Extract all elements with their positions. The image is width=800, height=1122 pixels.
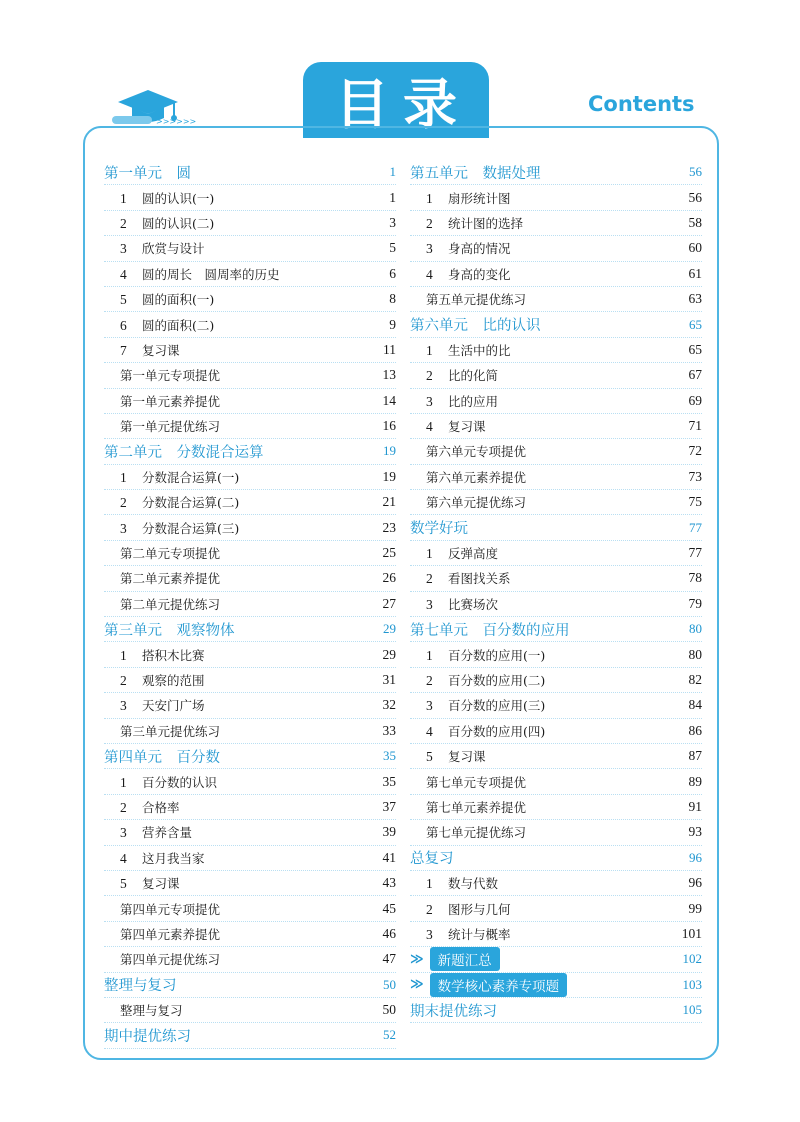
toc-entry-item[interactable] — [104, 642, 396, 667]
toc-entry-label — [410, 544, 498, 562]
toc-entry-sub[interactable] — [410, 490, 702, 515]
toc-entry-sub[interactable] — [104, 998, 396, 1023]
toc-entry-label: 期末提优练习 — [410, 1003, 497, 1020]
toc-entry-page: 47 — [382, 951, 396, 967]
toc-entry-label: 第一单元 圆 — [104, 165, 191, 182]
toc-entry-title: 复习课 — [448, 749, 486, 765]
toc-entry-label — [410, 189, 511, 207]
toc-entry-unit[interactable] — [410, 312, 702, 337]
toc-entry-label — [410, 595, 498, 613]
toc-entry-item[interactable] — [104, 185, 396, 210]
toc-entry-page: 86 — [688, 722, 702, 738]
toc-entry-label — [410, 214, 523, 232]
toc-entry-page: 1 — [389, 189, 396, 205]
toc-entry-label: 整理与复习 — [120, 1003, 183, 1019]
toc-entry-page: 13 — [382, 367, 396, 383]
toc-entry-title: 统计与概率 — [448, 926, 511, 942]
toc-entry-title: 圆的认识(二) — [142, 215, 215, 231]
toc-entry-item[interactable] — [410, 566, 702, 591]
toc-entry-label: 第四单元专项提优 — [120, 901, 221, 917]
toc-entry-sub[interactable] — [410, 769, 702, 794]
toc-entry-number: 2 — [426, 215, 433, 231]
toc-entry-page: 19 — [383, 443, 396, 459]
toc-entry-number: 2 — [120, 799, 127, 815]
toc-entry-item[interactable] — [410, 693, 702, 718]
toc-entry-page: 58 — [688, 214, 702, 230]
toc-entry-page: 25 — [382, 545, 396, 561]
toc-entry-label — [410, 900, 511, 918]
toc-entry-item[interactable] — [104, 312, 396, 337]
toc-entry-item[interactable] — [104, 490, 396, 515]
toc-entry-label: 第三单元 观察物体 — [104, 622, 235, 639]
toc-entry-page: 41 — [382, 849, 396, 865]
toc-entry-label — [410, 417, 486, 435]
toc-entry-label — [104, 519, 239, 537]
toc-entry-item[interactable] — [410, 541, 702, 566]
toc-entry-title: 欣赏与设计 — [142, 241, 205, 257]
toc-entry-number: 1 — [426, 190, 433, 206]
toc-entry-label — [104, 239, 205, 257]
toc-entry-label: 第六单元提优练习 — [426, 495, 527, 511]
toc-entry-label: 第六单元素养提优 — [426, 469, 527, 485]
toc-entry-label: 数学好玩 — [410, 521, 468, 538]
toc-entry-label: 第四单元素养提优 — [120, 926, 221, 942]
toc-entry-item[interactable] — [104, 465, 396, 490]
toc-entry-page: 27 — [382, 595, 396, 611]
toc-entry-page: 11 — [383, 341, 396, 357]
toc-entry-title: 复习课 — [448, 419, 486, 435]
toc-entry-page: 5 — [389, 240, 396, 256]
toc-entry-page: 84 — [688, 697, 702, 713]
toc-entry-title: 比赛场次 — [448, 596, 499, 612]
toc-entry-sub[interactable] — [104, 414, 396, 439]
toc-entry-page: 96 — [689, 849, 702, 865]
toc-entry-item[interactable] — [410, 414, 702, 439]
toc-entry-label — [104, 671, 205, 689]
toc-entry-sub[interactable] — [104, 592, 396, 617]
toc-entry-page: 60 — [688, 240, 702, 256]
toc-entry-item[interactable] — [410, 896, 702, 921]
toc-entry-label — [410, 265, 511, 283]
toc-entry-label: 第四单元 百分数 — [104, 749, 220, 766]
svg-text:>>>>>>: >>>>>> — [156, 117, 197, 126]
toc-entry-number: 1 — [426, 546, 433, 562]
toc-entry-label — [410, 925, 511, 943]
toc-entry-label: 第一单元提优练习 — [120, 419, 221, 435]
toc-entry-label: 第七单元素养提优 — [426, 799, 527, 815]
toc-entry-page: 56 — [688, 189, 702, 205]
toc-entry-item[interactable] — [410, 922, 702, 947]
toc-entry-page: 19 — [382, 468, 396, 484]
toc-entry-title: 分数混合运算(二) — [142, 495, 240, 511]
toc-entry-number: 3 — [120, 825, 127, 841]
toc-entry-page: 77 — [689, 519, 702, 535]
toc-entry-item[interactable] — [104, 287, 396, 312]
graduation-cap-icon — [110, 80, 200, 130]
toc-entry-page: 43 — [382, 875, 396, 891]
toc-entry-title: 复习课 — [142, 876, 180, 892]
toc-entry-label — [104, 696, 205, 714]
toc-entry-page: 50 — [382, 1002, 396, 1018]
toc-entry-number: 2 — [120, 673, 127, 688]
toc-entry-label: 第六单元 比的认识 — [410, 318, 541, 335]
toc-entry-title: 观察的范围 — [142, 673, 205, 688]
toc-entry-label — [104, 290, 214, 308]
toc-entry-number: 3 — [426, 926, 433, 942]
toc-entry-number: 4 — [426, 266, 433, 282]
toc-entry-number: 2 — [120, 495, 127, 511]
toc-entry-number: 3 — [426, 596, 433, 612]
toc-entry-title: 数与代数 — [448, 876, 499, 892]
toc-entry-number: 1 — [120, 774, 127, 790]
toc-entry-label — [104, 341, 180, 359]
toc-entry-special[interactable] — [410, 947, 702, 972]
toc-entry-page: 35 — [383, 748, 396, 764]
toc-entry-page: 82 — [688, 672, 702, 687]
toc-entry-page: 91 — [688, 798, 702, 814]
toc-entry-title: 生活中的比 — [448, 342, 511, 358]
toc-entry-title: 这月我当家 — [142, 850, 205, 866]
toc-entry-item[interactable] — [104, 846, 396, 871]
toc-entry-unit[interactable] — [104, 973, 396, 998]
toc-entry-title: 图形与几何 — [448, 901, 511, 917]
toc-entry-special[interactable] — [410, 973, 702, 998]
toc-entry-title: 营养含量 — [142, 825, 193, 841]
toc-entry-page: 8 — [389, 291, 396, 307]
toc-entry-number: 3 — [426, 698, 433, 714]
toc-entry-title: 百分数的应用(四) — [448, 723, 546, 739]
toc-entry-page: 29 — [382, 646, 396, 662]
toc-entry-item[interactable] — [104, 693, 396, 718]
toc-entry-page: 35 — [382, 773, 396, 789]
toc-entry-title: 扇形统计图 — [448, 190, 511, 206]
toc-entry-item[interactable] — [410, 363, 702, 388]
double-chevron-right-icon: ≫ — [410, 977, 424, 993]
toc-entry-item[interactable] — [104, 262, 396, 287]
toc-entry-sub[interactable] — [410, 287, 702, 312]
toc-entry-page: 67 — [688, 367, 702, 383]
toc-right-column — [410, 160, 702, 1023]
toc-entry-label: 第二单元专项提优 — [120, 546, 221, 562]
toc-entry-page: 29 — [383, 621, 396, 637]
toc-entry-label: 第五单元 数据处理 — [410, 165, 541, 182]
toc-entry-number: 3 — [120, 698, 127, 714]
toc-entry-sub[interactable] — [104, 541, 396, 566]
toc-entry-page: 33 — [382, 722, 396, 738]
toc-entry-item[interactable] — [410, 211, 702, 236]
toc-entry-title: 比的化简 — [448, 368, 499, 384]
toc-entry-label — [104, 468, 239, 486]
toc-entry-item[interactable] — [104, 769, 396, 794]
toc-entry-title: 看图找关系 — [448, 571, 511, 587]
toc-entry-title: 合格率 — [142, 799, 180, 815]
toc-entry-label — [410, 646, 545, 664]
toc-entry-page: 14 — [382, 392, 396, 408]
toc-entry-label: 第三单元提优练习 — [120, 723, 221, 739]
toc-entry-label: 整理与复习 — [104, 978, 177, 995]
toc-entry-page: 31 — [382, 672, 396, 687]
toc-entry-item[interactable] — [410, 668, 702, 693]
toc-entry-label: 第二单元素养提优 — [120, 571, 221, 587]
toc-entry-title: 百分数的认识 — [142, 774, 218, 790]
double-chevron-right-icon: ≫ — [410, 951, 424, 967]
toc-entry-title: 统计图的选择 — [448, 215, 524, 231]
toc-entry-label — [104, 798, 180, 816]
toc-entry-page: 9 — [389, 316, 396, 332]
toc-entry-page: 23 — [382, 519, 396, 535]
toc-entry-page: 56 — [689, 164, 702, 180]
toc-entry-title: 百分数的应用(一) — [448, 647, 546, 663]
toc-entry-number: 5 — [120, 292, 127, 308]
toc-entry-label: 第七单元 百分数的应用 — [410, 622, 570, 639]
toc-entry-item[interactable] — [410, 592, 702, 617]
toc-entry-sub[interactable] — [410, 820, 702, 845]
toc-left-column — [104, 160, 396, 1049]
toc-entry-number: 1 — [426, 342, 433, 358]
toc-entry-page: 6 — [389, 265, 396, 281]
toc-entry-label: 第一单元素养提优 — [120, 393, 221, 409]
toc-entry-page: 93 — [688, 824, 702, 840]
toc-entry-label — [104, 214, 214, 232]
toc-entry-item[interactable] — [410, 642, 702, 667]
toc-entry-page: 52 — [383, 1027, 396, 1043]
toc-entry-page: 75 — [688, 494, 702, 510]
toc-entry-page: 1 — [389, 164, 396, 180]
toc-entry-sub[interactable] — [104, 566, 396, 591]
toc-entry-unit[interactable] — [410, 515, 702, 540]
toc-entry-label: 第七单元提优练习 — [426, 825, 527, 841]
toc-entry-number: 2 — [426, 673, 433, 688]
toc-entry-label — [410, 747, 486, 765]
toc-entry-label — [410, 239, 511, 257]
toc-entry-item[interactable] — [104, 871, 396, 896]
toc-entry-label: 期中提优练习 — [104, 1028, 191, 1045]
toc-entry-page: 87 — [688, 748, 702, 764]
toc-entry-label — [104, 316, 214, 334]
toc-entry-item[interactable] — [104, 820, 396, 845]
toc-entry-label — [104, 646, 205, 664]
toc-entry-label: 第二单元提优练习 — [120, 596, 221, 612]
toc-entry-page: 96 — [688, 875, 702, 891]
toc-entry-number: 1 — [120, 647, 127, 663]
toc-entry-label: 第六单元专项提优 — [426, 444, 527, 460]
toc-entry-item[interactable] — [104, 211, 396, 236]
toc-entry-number: 4 — [120, 850, 127, 866]
toc-entry-title: 数学核心素养专项题 — [430, 973, 568, 997]
toc-entry-item[interactable] — [410, 389, 702, 414]
toc-entry-page: 37 — [382, 798, 396, 814]
toc-entry-label — [410, 392, 498, 410]
toc-entry-item[interactable] — [104, 236, 396, 261]
toc-entry-item[interactable] — [410, 871, 702, 896]
toc-entry-label — [410, 671, 545, 689]
toc-entry-page: 69 — [688, 392, 702, 408]
toc-entry-item[interactable] — [410, 744, 702, 769]
toc-entry-label: 第五单元提优练习 — [426, 292, 527, 308]
toc-entry-label — [410, 569, 511, 587]
toc-entry-item[interactable] — [410, 185, 702, 210]
toc-entry-label — [410, 696, 545, 714]
toc-entry-page: 65 — [688, 341, 702, 357]
toc-entry-title: 圆的面积(二) — [142, 317, 215, 333]
toc-entry-sub[interactable] — [410, 465, 702, 490]
toc-entry-label — [410, 722, 545, 740]
toc-entry-page: 65 — [689, 316, 702, 332]
toc-entry-item[interactable] — [104, 668, 396, 693]
toc-entry-unit[interactable] — [104, 1023, 396, 1048]
toc-entry-number: 4 — [120, 266, 127, 282]
toc-entry-label: 第七单元专项提优 — [426, 774, 527, 790]
toc-entry-unit[interactable] — [104, 160, 396, 185]
toc-entry-page: 3 — [389, 214, 396, 230]
toc-entry-item[interactable] — [104, 795, 396, 820]
toc-entry-item[interactable] — [410, 262, 702, 287]
toc-entry-number: 1 — [120, 190, 127, 206]
toc-entry-page: 50 — [383, 976, 396, 992]
toc-entry-label — [104, 189, 214, 207]
toc-entry-label: 第二单元 分数混合运算 — [104, 444, 264, 461]
toc-entry-title: 百分数的应用(三) — [448, 698, 546, 714]
toc-entry-title: 圆的认识(一) — [142, 190, 215, 206]
toc-entry-label — [104, 823, 192, 841]
toc-entry-item[interactable] — [104, 338, 396, 363]
toc-entry-label: 第一单元专项提优 — [120, 368, 221, 384]
toc-entry-page: 80 — [689, 621, 702, 637]
toc-entry-page: 101 — [681, 925, 702, 941]
toc-entry-title: 百分数的应用(二) — [448, 673, 546, 688]
toc-entry-item[interactable] — [410, 719, 702, 744]
toc-entry-number: 5 — [120, 876, 127, 892]
toc-entry-page: 78 — [688, 570, 702, 586]
toc-entry-title: 复习课 — [142, 342, 180, 358]
toc-entry-page: 46 — [382, 925, 396, 941]
toc-entry-page: 21 — [382, 494, 396, 510]
toc-entry-title: 分数混合运算(三) — [142, 520, 240, 536]
toc-entry-sub[interactable] — [104, 922, 396, 947]
toc-entry-sub[interactable] — [104, 896, 396, 921]
toc-entry-number: 3 — [120, 241, 127, 257]
toc-entry-number: 3 — [426, 241, 433, 257]
toc-entry-label — [410, 341, 511, 359]
toc-entry-number: 2 — [426, 901, 433, 917]
toc-entry-unit[interactable] — [410, 160, 702, 185]
toc-entry-unit[interactable] — [410, 998, 702, 1023]
toc-entry-number: 2 — [426, 571, 433, 587]
toc-entry-page: 79 — [688, 595, 702, 611]
toc-entry-item[interactable] — [104, 515, 396, 540]
toc-entry-unit[interactable] — [410, 846, 702, 871]
toc-entry-sub[interactable] — [410, 795, 702, 820]
toc-entry-number: 2 — [120, 215, 127, 231]
toc-entry-label — [104, 849, 205, 867]
toc-entry-page: 32 — [382, 697, 396, 713]
toc-entry-label — [104, 773, 217, 791]
toc-entry-page: 80 — [688, 646, 702, 662]
toc-entry-label: 第四单元提优练习 — [120, 952, 221, 968]
toc-entry-unit[interactable] — [104, 744, 396, 769]
toc-entry-label — [410, 947, 500, 971]
toc-entry-title: 身高的情况 — [448, 241, 511, 257]
toc-entry-label — [104, 874, 180, 892]
toc-entry-page: 89 — [688, 773, 702, 789]
toc-entry-page: 16 — [382, 418, 396, 434]
toc-entry-number: 2 — [426, 368, 433, 384]
toc-entry-unit[interactable] — [104, 617, 396, 642]
toc-entry-page: 39 — [382, 824, 396, 840]
toc-entry-title: 天安门广场 — [142, 698, 205, 714]
toc-entry-title: 圆的周长 圆周率的历史 — [142, 266, 280, 282]
toc-entry-page: 99 — [688, 900, 702, 916]
toc-entry-sub[interactable] — [104, 363, 396, 388]
toc-entry-label — [410, 366, 498, 384]
toc-entry-label — [104, 265, 280, 283]
toc-entry-number: 1 — [120, 469, 127, 485]
page-title: 目录 — [335, 72, 471, 136]
toc-entry-sub[interactable] — [104, 947, 396, 972]
toc-entry-label: 总复习 — [410, 851, 454, 868]
toc-entry-number: 5 — [426, 749, 433, 765]
toc-entry-page: 103 — [682, 976, 702, 992]
toc-entry-number: 3 — [120, 520, 127, 536]
toc-entry-number: 4 — [426, 419, 433, 435]
toc-entry-page: 102 — [682, 951, 702, 967]
toc-entry-number: 1 — [426, 647, 433, 663]
toc-entry-number: 7 — [120, 342, 127, 358]
toc-entry-title: 搭积木比赛 — [142, 647, 205, 663]
toc-entry-page: 26 — [382, 570, 396, 586]
toc-entry-item[interactable] — [410, 338, 702, 363]
toc-entry-number: 4 — [426, 723, 433, 739]
toc-entry-page: 73 — [688, 468, 702, 484]
toc-entry-sub[interactable] — [104, 389, 396, 414]
toc-entry-page: 72 — [688, 443, 702, 459]
toc-entry-title: 比的应用 — [448, 393, 499, 409]
toc-entry-number: 3 — [426, 393, 433, 409]
toc-entry-unit[interactable] — [104, 439, 396, 464]
toc-entry-page: 105 — [682, 1002, 702, 1018]
toc-entry-page: 45 — [382, 900, 396, 916]
toc-entry-title: 圆的面积(一) — [142, 292, 215, 308]
toc-entry-title: 身高的变化 — [448, 266, 511, 282]
toc-entry-label — [410, 874, 498, 892]
toc-entry-unit[interactable] — [410, 617, 702, 642]
toc-entry-page: 63 — [688, 291, 702, 307]
toc-entry-title: 分数混合运算(一) — [142, 469, 240, 485]
toc-entry-page: 61 — [688, 265, 702, 281]
toc-entry-number: 1 — [426, 876, 433, 892]
toc-entry-number: 6 — [120, 317, 127, 333]
toc-entry-page: 77 — [688, 545, 702, 561]
toc-entry-title: 新题汇总 — [430, 947, 500, 971]
toc-entry-label — [104, 493, 239, 511]
toc-entry-page: 71 — [688, 418, 702, 434]
toc-entry-title: 反弹高度 — [448, 546, 499, 562]
toc-entry-sub[interactable] — [104, 719, 396, 744]
toc-entry-label — [410, 973, 567, 997]
toc-entry-item[interactable] — [410, 236, 702, 261]
contents-label: Contents — [588, 92, 695, 116]
toc-entry-sub[interactable] — [410, 439, 702, 464]
